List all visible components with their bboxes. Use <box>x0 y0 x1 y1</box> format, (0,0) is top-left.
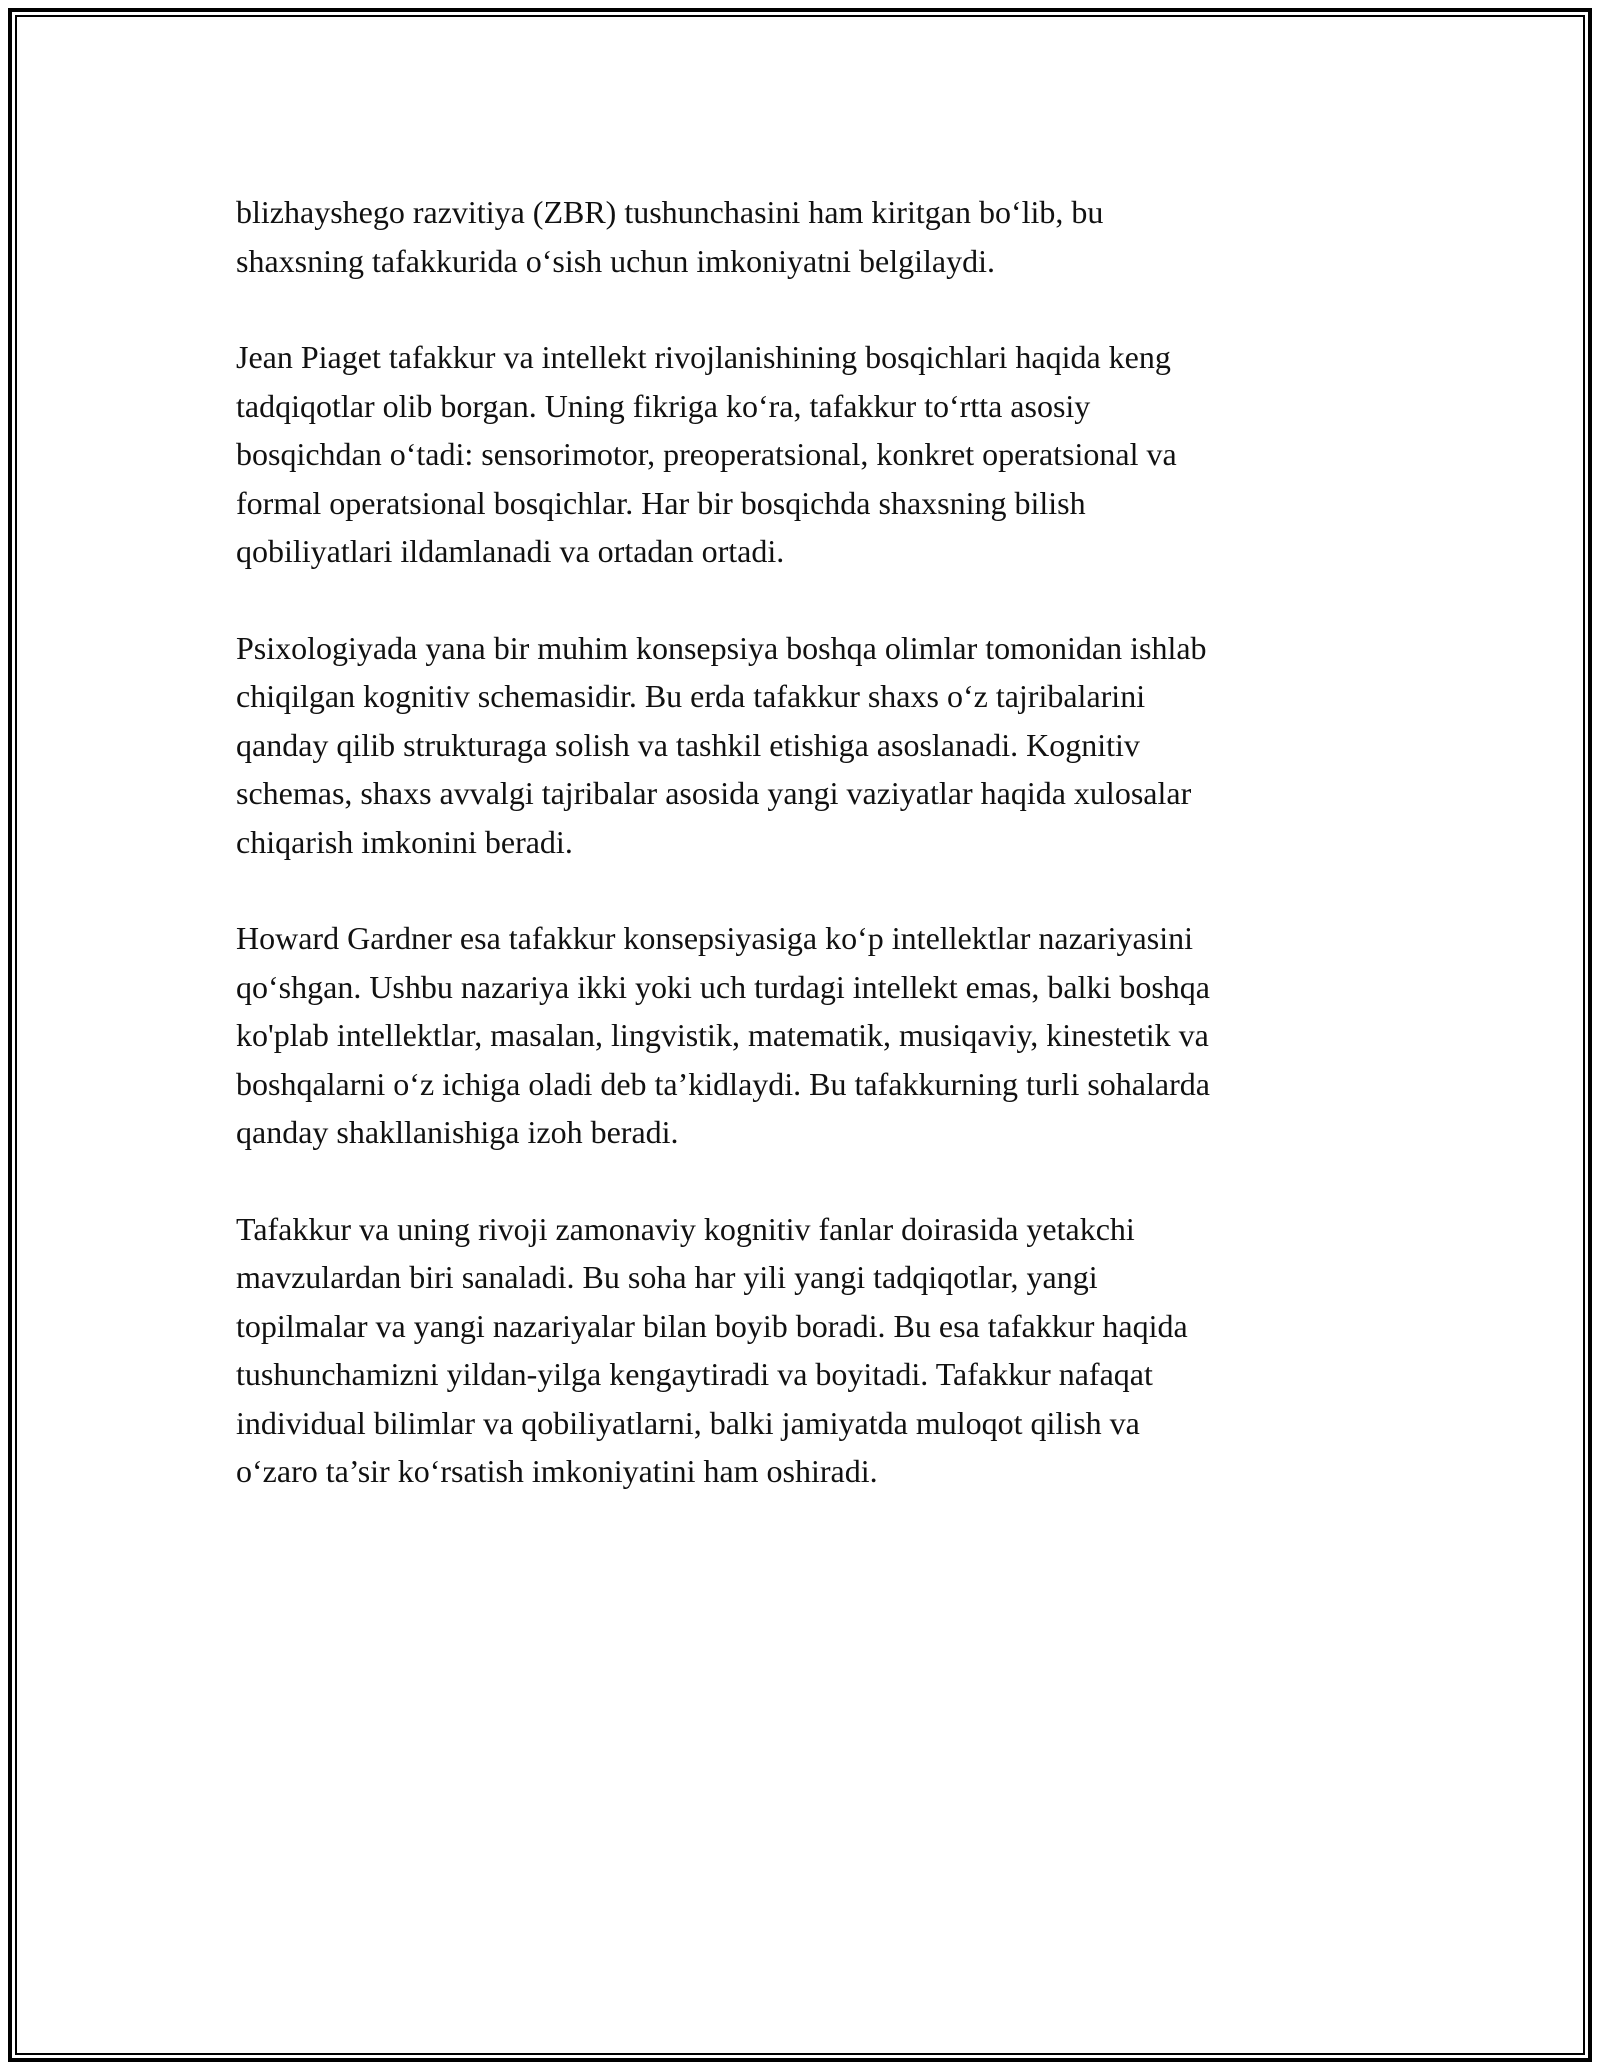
paragraph-5 <box>236 1205 1364 1496</box>
text-line: blizhayshego razvitiya (ZBR) tushunchasini ham kiritgan bo‘lib, bu <box>236 194 1104 230</box>
text-line: qanday shakllanishiga izoh beradi. <box>236 1114 679 1150</box>
paragraph-1 <box>236 188 1364 285</box>
text-line: mavzulardan biri sanaladi. Bu soha har yili yangi tadqiqotlar, yangi <box>236 1259 1098 1295</box>
paragraph-2 <box>236 333 1364 576</box>
text-line: Tafakkur va uning rivoji zamonaviy kognitiv fanlar doirasida yetakchi <box>236 1210 1135 1247</box>
document-body <box>236 188 1364 1544</box>
text-line: formal operatsional bosqichlar. Har bir bosqichda shaxsning bilish <box>236 484 1086 521</box>
text-line: Psixologiyada yana bir muhim konsepsiya boshqa olimlar tomonidan ishlab <box>236 629 1207 666</box>
text-line: ko'plab intellektlar, masalan, lingvistik, matematik, musiqaviy, kinestetik va <box>236 1017 1209 1053</box>
text-line: schemas, shaxs avvalgi tajribalar asosida yangi vaziyatlar haqida xulosalar <box>236 775 1192 811</box>
text-line: qobiliyatlari ildamlanadi va ortadan ortadi. <box>236 533 785 569</box>
text-line: shaxsning tafakkurida o‘sish uchun imkoniyatni belgilaydi. <box>236 242 995 279</box>
text-line: o‘zaro ta’sir ko‘rsatish imkoniyatini ham oshiradi. <box>236 1453 878 1489</box>
text-line: qanday qilib strukturaga solish va tashkil etishiga asoslanadi. Kognitiv <box>236 726 1140 763</box>
text-line: chiqilgan kognitiv schemasidir. Bu erda tafakkur shaxs o‘z tajribalarini <box>236 678 1146 714</box>
text-line: Howard Gardner esa tafakkur konsepsiyasiga ko‘p intellektlar nazariyasini <box>236 920 1193 956</box>
text-line: tushunchamizni yildan-yilga kengaytiradi va boyitadi. Tafakkur nafaqat <box>236 1356 1153 1392</box>
text-line: bosqichdan o‘tadi: sensorimotor, preoperatsional, konkret operatsional va <box>236 436 1177 472</box>
text-line: boshqalarni o‘z ichiga oladi deb ta’kidlaydi. Bu tafakkurning turli sohalarda <box>236 1065 1210 1102</box>
paragraph-3 <box>236 624 1364 867</box>
text-line: Jean Piaget tafakkur va intellekt rivojlanishining bosqichlari haqida keng <box>236 339 1171 375</box>
text-line: topilmalar va yangi nazariyalar bilan boyib boradi. Bu esa tafakkur haqida <box>236 1307 1188 1344</box>
text-line: tadqiqotlar olib borgan. Uning fikriga ko‘ra, tafakkur to‘rtta asosiy <box>236 387 1091 424</box>
text-line: chiqarish imkonini beradi. <box>236 823 573 860</box>
paragraph-4 <box>236 914 1364 1157</box>
text-line: individual bilimlar va qobiliyatlarni, balki jamiyatda muloqot qilish va <box>236 1404 1140 1441</box>
text-line: qo‘shgan. Ushbu nazariya ikki yoki uch turdagi intellekt emas, balki boshqa <box>236 968 1210 1005</box>
